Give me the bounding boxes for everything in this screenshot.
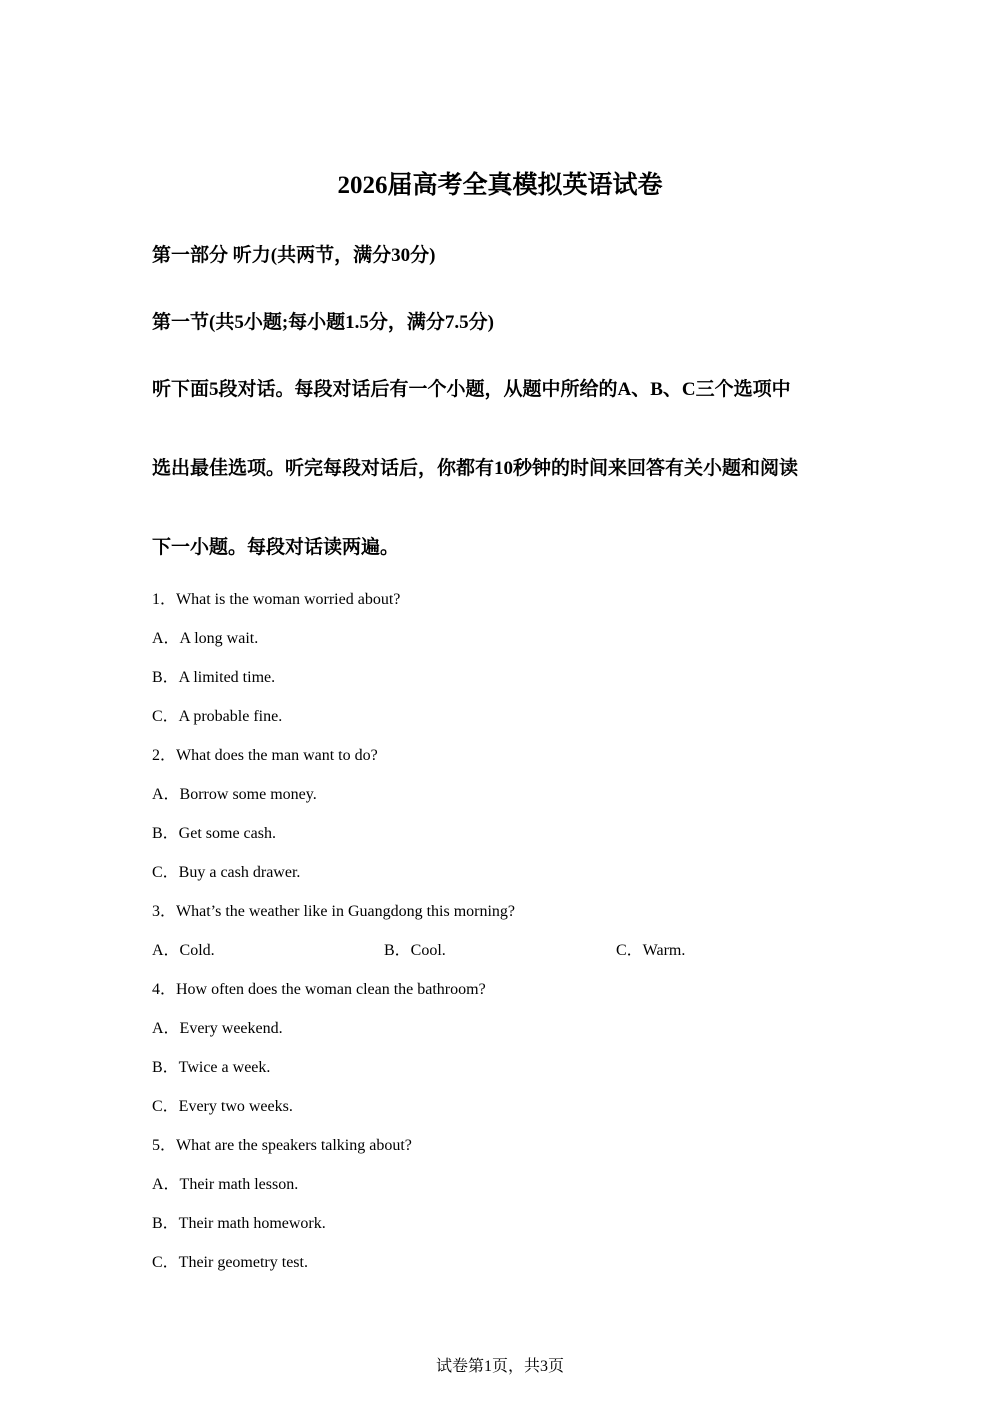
option-b: B．Get some cash.	[152, 825, 276, 842]
page-title: 2026届高考全真模拟英语试卷	[337, 172, 663, 199]
option-a: A．Every weekend.	[152, 1020, 283, 1037]
question-stem: 2．What does the man want to do?	[152, 747, 378, 764]
option-c: C．Every two weeks.	[152, 1098, 293, 1115]
question-stem: 1．What is the woman worried about?	[152, 591, 401, 608]
option-a: A．Borrow some money.	[152, 786, 317, 803]
option-a: A．A long wait.	[152, 630, 259, 647]
question-stem: 4．How often does the woman clean the bathroom?	[152, 981, 486, 998]
page-footer: 试卷第1页，共3页	[435, 1358, 564, 1375]
option-a: A．Their math lesson.	[152, 1176, 299, 1193]
option-a: A．Cold.	[152, 942, 215, 959]
option-b: B．Cool.	[384, 942, 446, 959]
section-heading: 第一节(共5小题;每小题1.5分，满分7.5分)	[152, 312, 494, 333]
question-stem: 3．What’s the weather like in Guangdong this morning?	[152, 903, 516, 920]
option-c: C．A probable fine.	[152, 708, 283, 725]
instruction-line: 选出最佳选项。听完每段对话后，你都有10秒钟的时间来回答有关小题和阅读	[152, 458, 799, 479]
option-b: B．Their math homework.	[152, 1215, 326, 1232]
part-heading: 第一部分 听力(共两节，满分30分)	[152, 245, 436, 266]
option-c: C．Their geometry test.	[152, 1254, 308, 1271]
option-c: C．Buy a cash drawer.	[152, 864, 301, 881]
question-stem: 5．What are the speakers talking about?	[152, 1137, 412, 1154]
option-b: B．A limited time.	[152, 669, 276, 686]
option-c: C．Warm.	[616, 942, 686, 959]
instruction-line: 听下面5段对话。每段对话后有一个小题，从题中所给的A、B、C三个选项中	[152, 379, 791, 400]
instruction-line: 下一小题。每段对话读两遍。	[152, 537, 400, 558]
option-b: B．Twice a week.	[152, 1059, 271, 1076]
